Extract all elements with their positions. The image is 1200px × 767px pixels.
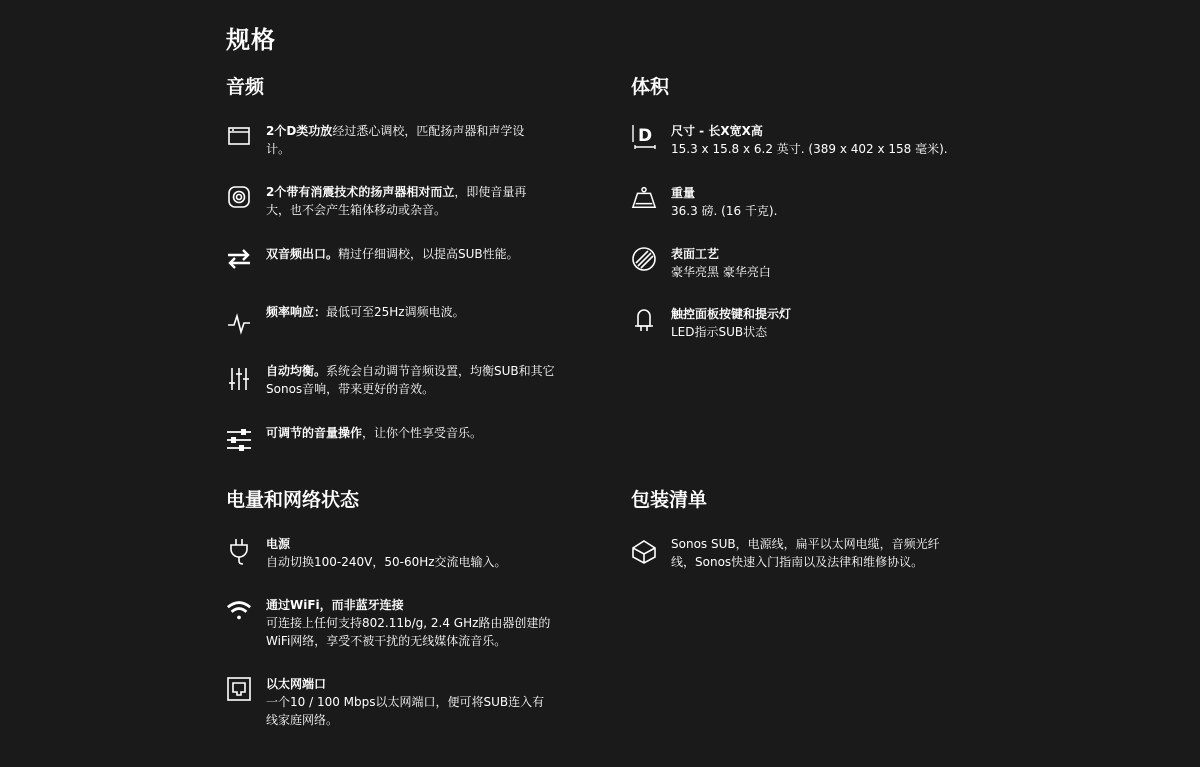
spec-label: 频率响应： — [266, 305, 327, 319]
spec-description: 豪华亮黑 豪华亮白 — [671, 265, 771, 279]
spec-description: 精过仔细调校，以提高SUB性能。 — [338, 247, 519, 261]
spec-description: 36.3 磅. (16 千克). — [671, 204, 778, 218]
spec-label: 可调节的音量操作 — [266, 426, 363, 440]
spec-text — [671, 184, 971, 220]
spec-text — [266, 535, 566, 571]
plug-icon — [226, 537, 252, 565]
ethernet-icon — [226, 675, 252, 703]
spec-label: 重量 — [671, 186, 696, 200]
spec-text — [266, 596, 561, 650]
spec-description: 最低可至25Hz调频电波。 — [326, 305, 465, 319]
section-title-audio: 音频 — [226, 76, 265, 98]
spec-label: 通过WiFi，而非蓝牙连接 — [266, 598, 404, 612]
spec-label: 自动均衡。 — [266, 364, 327, 378]
equalizer-icon — [226, 365, 252, 393]
dual-arrows-icon — [226, 245, 252, 273]
spec-text — [671, 305, 971, 341]
box-icon — [631, 538, 657, 566]
spec-label: 双音频出口。 — [266, 247, 339, 261]
page-title: 规格 — [226, 26, 276, 54]
waveform-icon — [226, 309, 252, 337]
spec-text — [266, 183, 546, 219]
weight-icon — [631, 184, 657, 212]
spec-label: 尺寸 - 长X宽X高 — [671, 124, 763, 138]
spec-text — [266, 424, 566, 442]
dimensions-icon-letter: D — [638, 126, 653, 146]
spec-text — [266, 122, 546, 158]
spec-description: ，即使音量再大，也不会产生箱体移动或杂音。 — [266, 185, 527, 217]
spec-label: 2个带有消震技术的扬声器相对而立 — [266, 185, 455, 199]
led-icon — [631, 305, 657, 333]
spec-label: 2个D类功放 — [266, 124, 333, 138]
spec-text — [266, 245, 566, 263]
spec-description: 系统会自动调节音频设置，均衡SUB和其它Sonos音响，带来更好的音效。 — [266, 364, 555, 396]
spec-description: LED指示SUB状态 — [671, 325, 768, 339]
speaker-icon — [226, 183, 252, 211]
spec-description: 15.3 x 15.8 x 6.2 英寸. (389 x 402 x 158 毫米). — [671, 142, 948, 156]
spec-description: 可连接上任何支持802.11b/g, 2.4 GHz路由器创建的WiFi网络，享受不被干扰的无线媒体流音乐。 — [266, 616, 551, 648]
spec-text — [671, 122, 971, 158]
section-title-package: 包装清单 — [631, 489, 708, 511]
spec-description: 一个10 / 100 Mbps以太网端口，便可将SUB连入有线家庭网络。 — [266, 695, 545, 727]
spec-description: 经过悉心调校，匹配扬声器和声学设计。 — [266, 124, 525, 156]
finish-icon — [631, 245, 657, 273]
spec-text — [266, 303, 566, 321]
section-title-volume: 体积 — [631, 76, 670, 98]
amplifier-icon — [226, 122, 252, 150]
spec-description: ，让你个性享受音乐。 — [362, 426, 483, 440]
spec-label: 以太网端口 — [266, 677, 327, 691]
section-title-power: 电量和网络状态 — [226, 489, 360, 511]
spec-text — [266, 675, 556, 729]
wifi-icon — [226, 596, 252, 624]
spec-description: Sonos SUB，电源线，扁平以太网电缆，音频光纤线，Sonos快速入门指南以及法律和维修协议。 — [671, 537, 940, 569]
spec-text — [266, 362, 566, 398]
sliders-icon — [226, 426, 252, 454]
spec-label: 电源 — [266, 537, 291, 551]
dimensions-icon — [631, 122, 657, 150]
spec-text — [671, 535, 961, 571]
spec-label: 表面工艺 — [671, 247, 720, 261]
spec-text — [671, 245, 971, 281]
spec-label: 触控面板按键和提示灯 — [671, 307, 792, 321]
spec-description: 自动切换100-240V，50-60Hz交流电输入。 — [266, 555, 507, 569]
